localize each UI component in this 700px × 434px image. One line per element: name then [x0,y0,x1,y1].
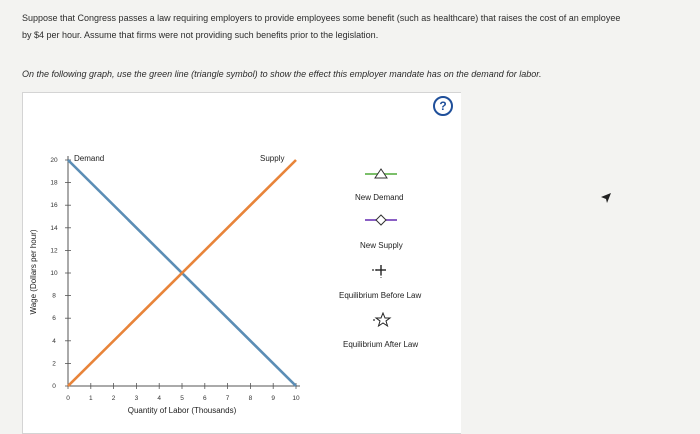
x-axis-label: Quantity of Labor (Thousands) [127,406,237,415]
y-tick-label: 12 [50,247,58,255]
y-tick-label: 2 [52,360,56,368]
x-tick-label: 9 [271,395,276,402]
y-tick-label: 6 [52,315,56,323]
question-text [22,10,682,44]
y-tick-label: 4 [52,337,56,345]
y-tick-label: 14 [50,224,58,232]
y-tick-label: 16 [50,202,58,210]
equilibrium-after-tool-icon[interactable] [372,312,392,328]
y-tick-label: 20 [50,157,58,164]
y-axis-label: Wage (Dollars per hour) [29,229,38,315]
x-tick-label: 8 [248,395,253,402]
graph-panel [22,92,461,434]
new-demand-tool-icon[interactable] [363,167,399,181]
new-supply-label: New Supply [360,241,403,250]
x-tick-label: 7 [225,395,230,402]
supply-curve-label: Supply [260,154,285,163]
instruction-text: On the following graph, use the green line (triangle symbol) to show the effect this employer mandate has on the demand for labor. [22,69,542,79]
equilibrium-before-tool-icon[interactable] [370,262,390,278]
question-line-2: by $4 per hour. Assume that firms were not providing such benefits prior to the legislation. [22,30,379,40]
x-tick-label: 1 [88,395,93,402]
y-tick-label: 8 [52,292,56,300]
help-icon[interactable]: ? [433,96,453,116]
y-tick-label: 10 [50,270,58,277]
equilibrium-after-label: Equilibrium After Law [343,340,419,349]
y-tick-label: 0 [52,383,56,390]
equilibrium-before-label: Equilibrium Before Law [339,291,422,300]
x-tick-label: 4 [157,395,162,402]
x-tick-label: 6 [202,395,207,402]
x-tick-label: 2 [111,395,116,402]
mouse-cursor-icon [600,192,612,204]
demand-curve-label: Demand [74,154,105,163]
question-line-1: Suppose that Congress passes a law requiring employers to provide employees some benefit (such as healthcare) that raises the cost of an employee [22,13,621,23]
x-tick-label: 3 [134,395,139,402]
new-demand-label: New Demand [355,193,404,202]
x-tick-label: 10 [292,395,300,402]
x-tick-label: 0 [66,395,70,402]
new-supply-tool-icon[interactable] [363,213,399,227]
y-tick-label: 18 [50,179,58,187]
x-tick-label: 5 [180,395,184,402]
